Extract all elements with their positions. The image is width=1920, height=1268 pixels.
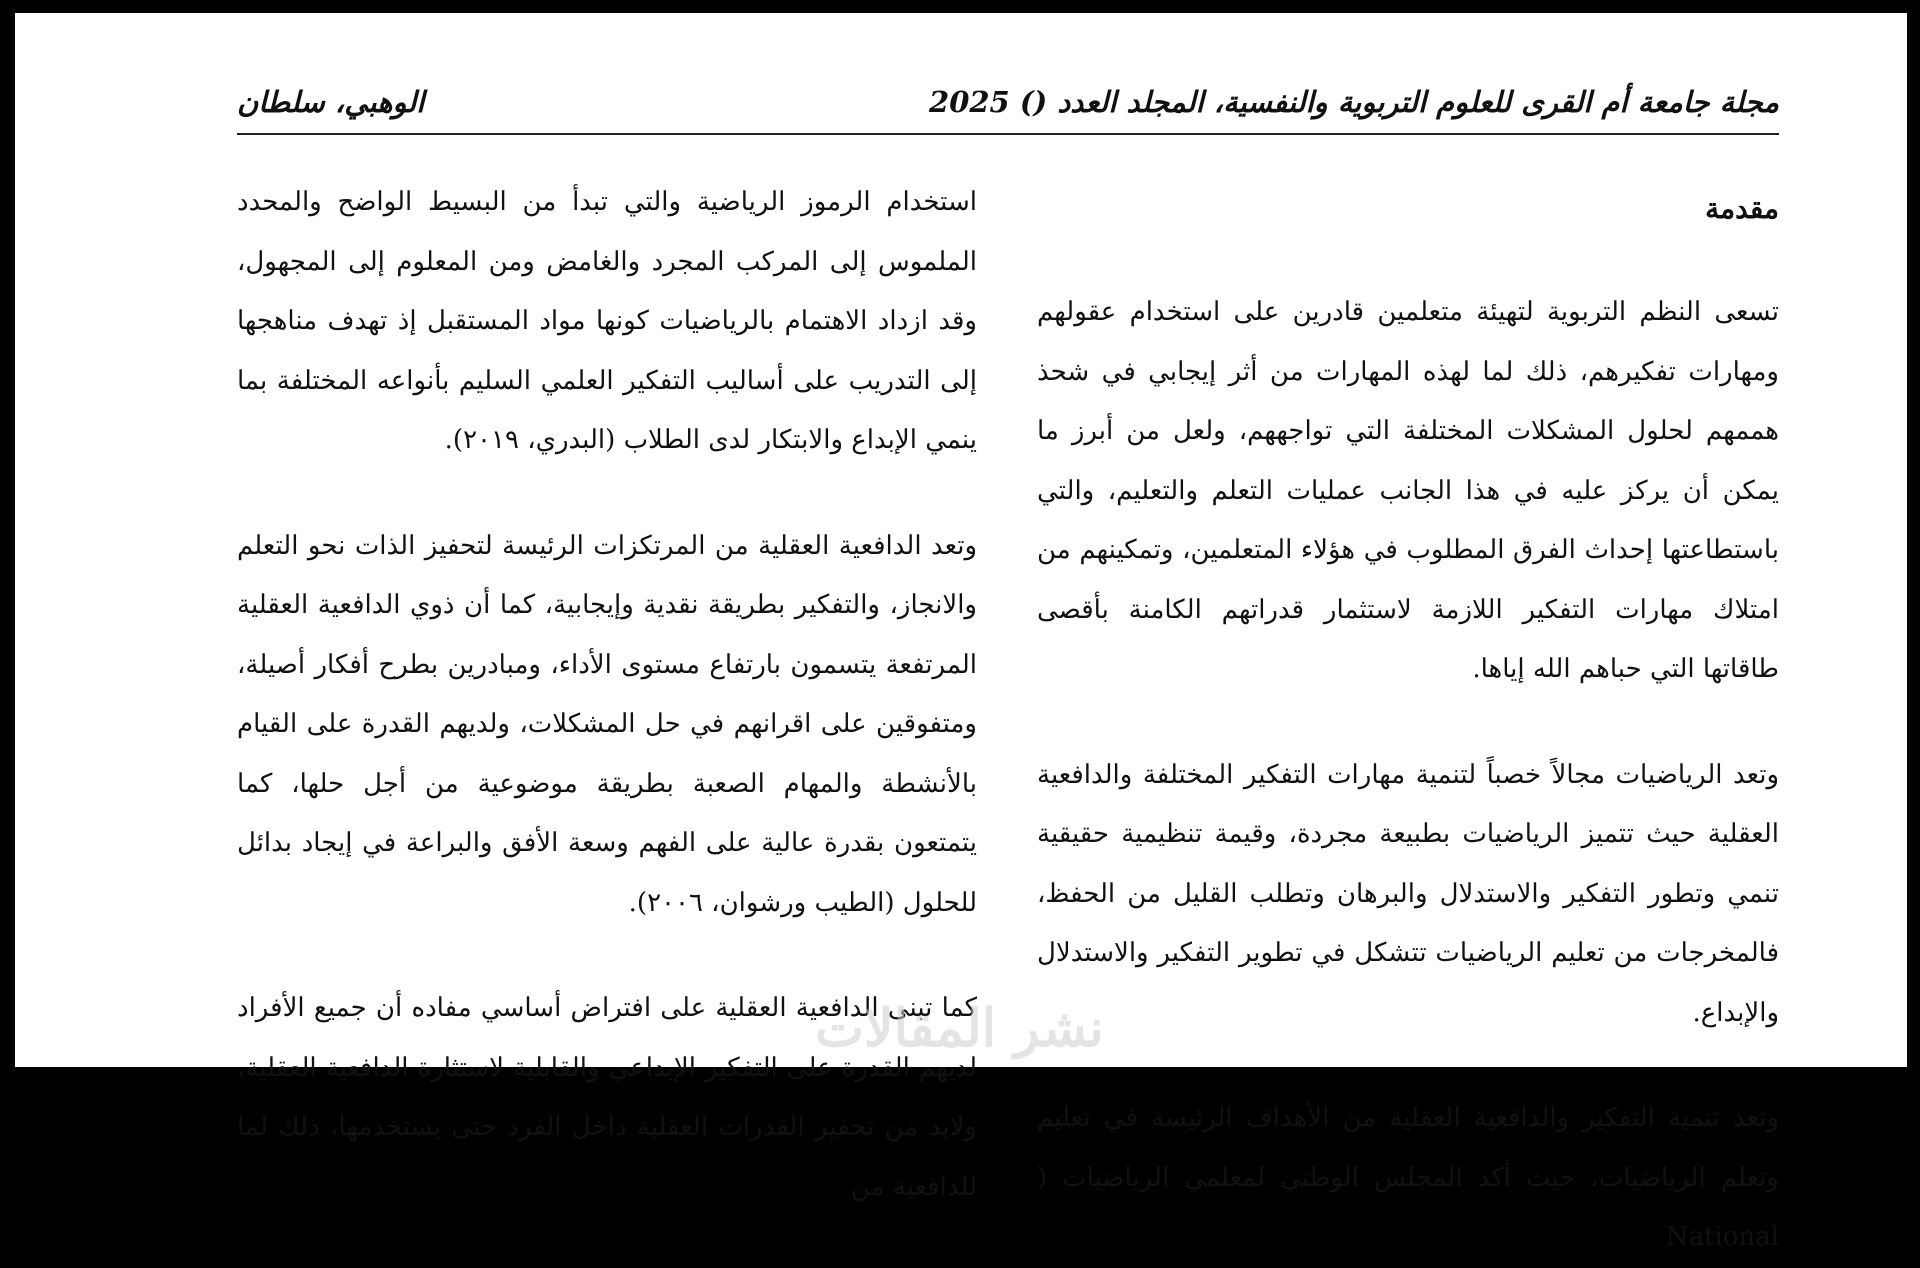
paragraph: وتعد الرياضيات مجالاً خصباً لتنمية مهارات التفكير المختلفة والدافعية العقلية حيث تتميز الرياضيات بطبيعة مجردة، وقيمة تنظيمية حقيقية تنمي وتطور التفكير والاستدلال والبرهان وتطلب القليل من الحفظ، فالمخرجات من تعليم الرياضيات تتشكل في تطوير التفكير والاستدلال والإبداع. [1037, 759, 1779, 1028]
site-watermark: نشر المقالات [815, 998, 1104, 1059]
paragraph: استخدام الرموز الرياضية والتي تبدأ من البسيط الواضح والمحدد الملموس إلى المركب المجرد والغامض ومن المعلوم إلى المجهول، وقد ازداد الاهتمام بالرياضيات كونها مواد المستقبل إذ تهدف مناهجها إلى التدريب على أساليب التفكير العلمي السليم بأنواعه المختلفة بما ينمي الإبداع والابتكار لدى الطلاب (البدري، ٢٠١٩). [237, 187, 977, 455]
paragraph: وتعد تنمية التفكير والدافعية العقلية من الأهداف الرئيسة في تعليم وتعلم الرياضيات، حيث أكد المجلس الوطني لمعلمي الرياضيات ( National [1037, 1103, 1779, 1252]
author-names: الوهبي، سلطان [237, 85, 425, 119]
paragraph: وتعد الدافعية العقلية من المرتكزات الرئيسة لتحفيز الذات نحو التعلم والانجاز، والتفكير بطريقة نقدية وإيجابية، كما أن ذوي الدافعية العقلية المرتفعة يتسمون بارتفاع مستوى الأداء، ومبادرين بطرح أفكار أصيلة، ومتفوقين على اقرانهم في حل المشكلات، ولديهم القدرة على القيام بالأنشطة والمهام الصعبة بطريقة موضوعية من أجل حلها، كما يتمتعون بقدرة عالية على الفهم وسعة الأفق والبراعة في إيجاد بدائل للحلول (الطيب ورشوان، ٢٠٠٦). [237, 530, 977, 918]
document-page [15, 13, 1907, 1252]
section-title-introduction: مقدمة [1705, 192, 1779, 225]
left-text-column [237, 173, 977, 1217]
right-text-column [1037, 179, 1779, 1268]
paragraph: كما تبنى الدافعية العقلية على افتراض أساسي مفاده أن جميع الأفراد لديهم القدرة على التفكير الإبداعي والقابلية لاستثارة الدافعية العقلية، ولابد من تحفيز القدرات العقلية داخل الفرد حتى يستخدمها، ذلك لما للدافعية من [237, 993, 977, 1202]
journal-title: مجلة جامعة أم القرى للعلوم التربوية والنفسية، المجلد العدد () 2025 [929, 85, 1779, 119]
paragraph: تسعى النظم التربوية لتهيئة متعلمين قادرين على استخدام عقولهم ومهارات تفكيرهم، ذلك لما لهذه المهارات من أثر إيجابي في شحذ هممهم لحلول المشكلات المختلفة التي تواجههم، ولعل من أبرز ما يمكن أن يركز عليه في هذا الجانب عمليات التعلم والتعليم، والتي باستطاعتها إحداث الفرق المطلوب في هؤلاء المتعلمين، وتمكينهم من امتلاك مهارات التفكير اللازمة لاستثمار قدراتهم الكامنة بأقصى طاقاتها التي حباهم الله إياها. [1037, 297, 1779, 684]
page-header [237, 73, 1779, 135]
